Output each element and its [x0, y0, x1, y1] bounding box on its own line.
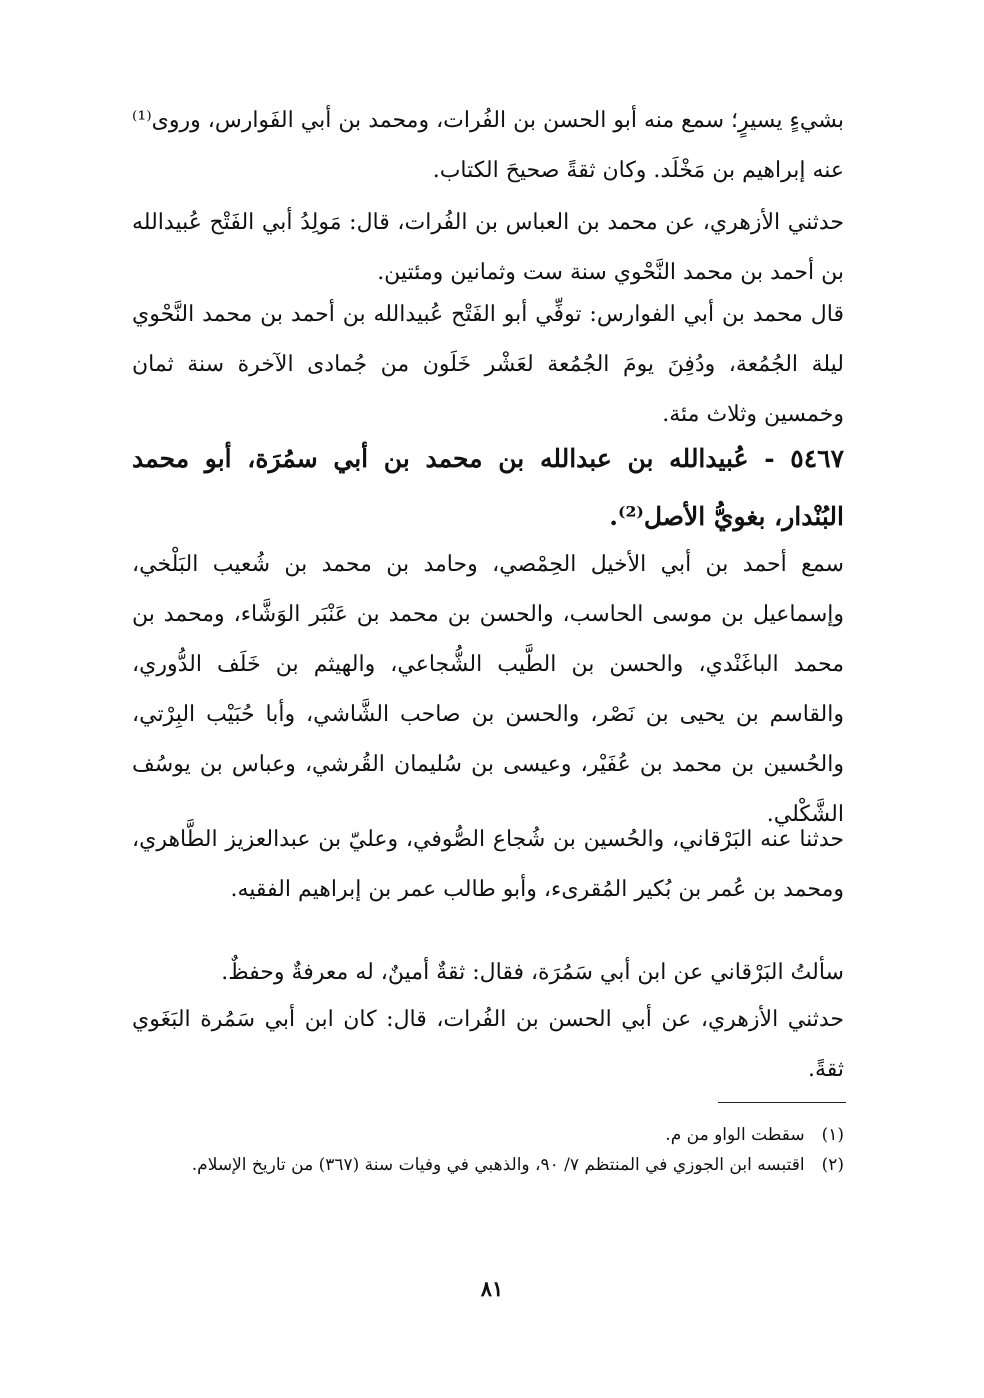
- footnote-text: سقطت الواو من م.: [665, 1125, 805, 1145]
- paragraph-5: حدثنا عنه البَرْقاني، والحُسين بن شُجاع الصُّوفي، وعليّ بن عبدالعزيز الطَّاهري، ومحمد بن عُمر بن بُكير المُقرىء، وأبو طالب عمر بن إبراهيم الفقيه.: [132, 827, 845, 902]
- paragraph-2: حدثني الأزهري، عن محمد بن العباس بن الفُرات، قال: مَولِدُ أبي الفَتْح عُبيدالله بن أحمد بن محمد النَّحْوي سنة ست وثمانين ومئتين.: [132, 210, 844, 285]
- paragraph-1: بشيءٍ يسيرٍ؛ سمع منه أبو الحسن بن الفُرات، ومحمد بن أبي الفَوارس، وروى⁽¹⁾ عنه إبراهيم بن مَخْلَد. وكان ثقةً صحيحَ الكتاب.: [132, 108, 844, 183]
- paragraph-6: سألتُ البَرْقاني عن ابن أبي سَمُرَة، فقال: ثقةٌ أمينٌ، له معرفةٌ وحفظٌ.: [221, 960, 844, 985]
- footnote-divider: [718, 1102, 846, 1103]
- paragraph-7: حدثني الأزهري، عن أبي الحسن بن الفُرات، قال: كان ابن أبي سَمُرة البَغَوي ثقةً.: [132, 1007, 844, 1082]
- footnote-number: (١): [821, 1125, 844, 1145]
- paragraph-4: سمع أحمد بن أبي الأخيل الحِمْصي، وحامد بن محمد بن شُعيب البَلْخي، وإسماعيل بن موسى الحاسب، والحسن بن محمد بن عَنْبَر الوَشَّاء، ومحمد بن محمد الباغَنْدي، والحسن بن الطَّيب الشُّجاعي، والهيثم بن خَلَف الدُّوري، والقاسم بن يحيى بن نَصْر، والحسن بن صاحب الشَّاشي، وأبا حُبَيْب البِرْتي، والحُسين بن محمد بن عُفَيْر، وعيسى بن سُليمان القُرشي، وعباس بن يوسُف الشَّكْلي.: [132, 552, 844, 827]
- footnote-2: [132, 1150, 844, 1180]
- footnote-text: اقتبسه ابن الجوزي في المنتظم ٧/ ٩٠، والذهبي في وفيات سنة (٣٦٧) من تاريخ الإسلام.: [191, 1155, 805, 1175]
- entry-heading: ٥٤٦٧ - عُبيدالله بن عبدالله بن محمد بن أبي سمُرَة، أبو محمد البُنْدار، بغويُّ الأصل⁽²⁾.: [132, 444, 844, 531]
- page-number: ٨١: [480, 1276, 504, 1301]
- footnote-number: (٢): [821, 1155, 844, 1175]
- footnote-1: [132, 1120, 844, 1150]
- paragraph-3: قال محمد بن أبي الفوارس: توفِّي أبو الفَتْح عُبيدالله بن أحمد بن محمد النَّحْوي ليلة الجُمُعة، ودُفِنَ يومَ الجُمُعة لعَشْر خَلَون من جُمادى الآخرة سنة ثمان وخمسين وثلاث مئة.: [132, 302, 845, 427]
